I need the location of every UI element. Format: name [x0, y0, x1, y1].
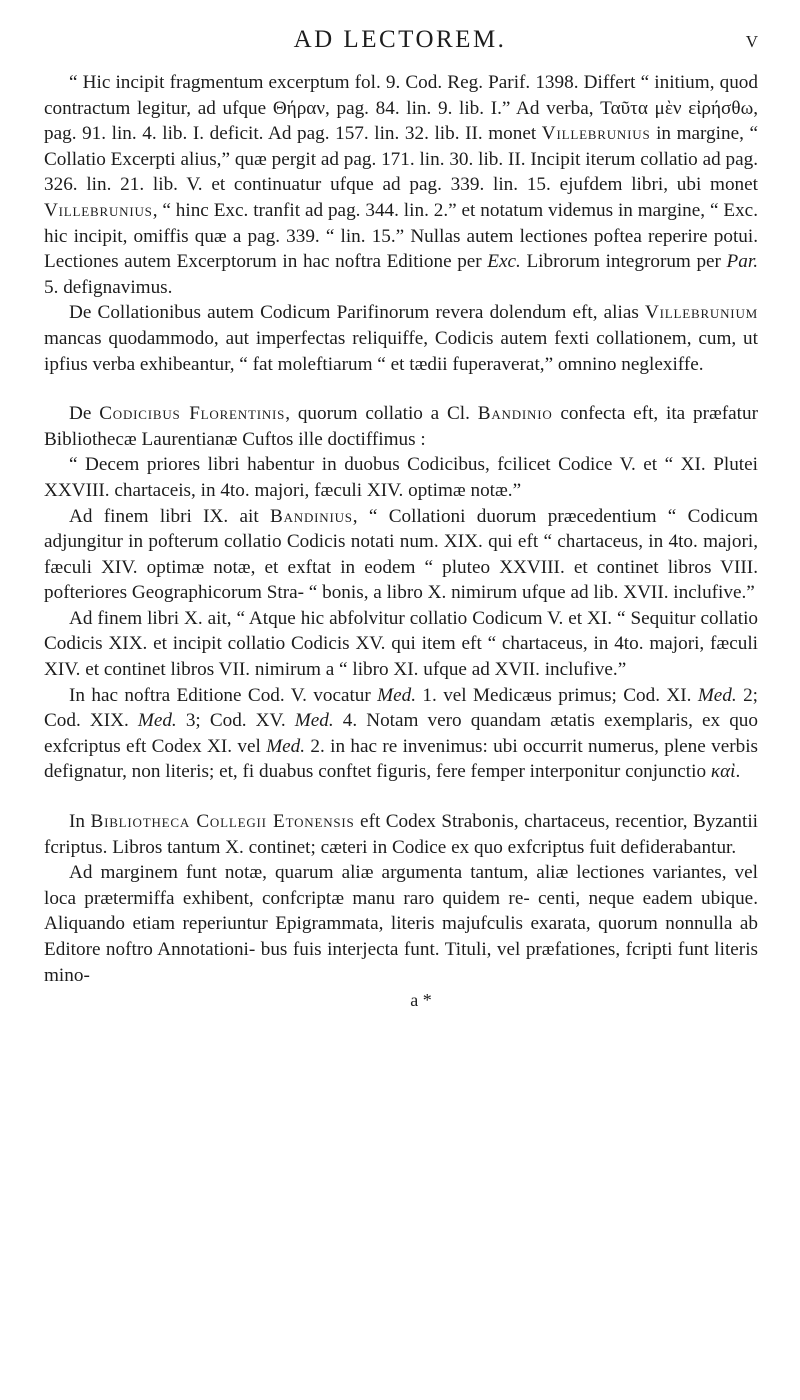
text-run: In	[69, 811, 91, 833]
paragraph-2	[44, 300, 758, 377]
text-run: In hac noftra Editione Cod. V. vocatur	[69, 684, 378, 706]
section-gap	[44, 785, 758, 809]
paragraph-9	[44, 860, 758, 988]
small-caps-name: Villebrunius	[541, 123, 651, 145]
italic-text: Med.	[294, 710, 334, 732]
italic-text: Par.	[726, 251, 758, 273]
text-run: 3; Cod. XV.	[176, 710, 295, 732]
text-run: , “ hinc Exc. tranfit ad pag. 344. lin. 2.” et notatum videmus in margine, “ Exc. hic incipit, omiffis quæ a pag. 339. “ lin. 15.” Nullas autem lectiones poftea reperire potui. Lectiones autem Excerptorum in hac noftra Editione per	[44, 199, 758, 273]
small-caps-name: Bibliotheca Collegii Etonensis	[90, 811, 355, 833]
paragraph-6	[44, 606, 758, 683]
running-head: AD LECTOREM.	[293, 26, 507, 53]
text-run: Librorum integrorum per	[520, 251, 727, 273]
text-run: eft Codex Strabonis, chartaceus, recentior, Byzantii fcriptus. Libros tantum X. continet; cæteri in Codice ex quo exfcriptus fuit defiderabantur.	[44, 811, 758, 858]
text-run: , quorum collatio a Cl.	[285, 403, 478, 425]
paragraph-3	[44, 401, 758, 452]
greek-text: Θήραν	[272, 97, 326, 119]
italic-text: Med.	[137, 710, 177, 732]
text-run: “ Hic incipit fragmentum excerptum fol. 9. Cod. Reg. Parif. 1398. Differt “ initium, quod contractum legitur, ad ufque	[44, 72, 758, 119]
section-gap	[44, 377, 758, 401]
text-run: De Collationibus autem Codicum Parifinorum revera dolendum eft, alias	[69, 302, 645, 324]
paragraph-4	[44, 452, 758, 503]
italic-text: Med.	[266, 735, 306, 757]
text-run: , pag. 84. lin. 9. lib. I.” Ad verba,	[325, 97, 601, 119]
italic-text: Med.	[697, 684, 737, 706]
small-caps-name: Bandinio	[477, 403, 553, 425]
signature-mark: a *	[410, 990, 432, 1011]
paragraph-1	[44, 70, 758, 300]
text-body	[44, 70, 758, 1014]
text-run: Ad finem libri X. ait, “ Atque hic abfolvitur collatio Codicum V. et XI. “ Sequitur collatio Codicis XIX. et incipit collatio Codicis XV. qui item eft “ chartaceus, in 4to. majori, fæculi XIV. et continet libros VII. nimirum a “ libro XI. ufque ad XVII. inclufive.”	[44, 607, 758, 681]
text-run: 4. Notam vero quandam ætatis exemplaris, ex quo exfcriptus eft Codex XI. vel	[44, 710, 758, 757]
page-number: V	[745, 32, 758, 51]
text-run: 2. in hac re invenimus: ubi occurrit numerus, plene verbis defignatur, non literis; et, fi duabus conftet figuris, fere femper interponitur conjunctio	[44, 735, 758, 783]
small-caps-name: Villebrunius	[44, 199, 153, 221]
page-header	[0, 26, 800, 56]
text-run: confecta eft, ita præfatur Bibliothecæ Laurentianæ Cuftos ille doctiffimus :	[44, 403, 758, 450]
italic-text: Med.	[377, 684, 417, 706]
text-run: 5. defignavimus.	[44, 276, 173, 298]
text-run: 2; Cod. XIX.	[44, 684, 758, 732]
paragraph-8	[44, 809, 758, 860]
text-run: in margine, “ Collatio Excerpti alius,” quæ pergit ad pag. 171. lin. 30. lib. II. Incipit iterum collatio ad pag. 326. lin. 21. lib. V. et continuatur ufque ad pag. 339. lin. 15. ejufdem libri, ubi monet	[44, 123, 758, 196]
text-run: .	[735, 761, 741, 783]
text-run: “ Decem priores libri habentur in duobus Codicibus, fcilicet Codice V. et “ XI. Plutei XXVIII. chartaceis, in 4to. majori, fæculi XIV. optimæ notæ.”	[44, 454, 758, 501]
text-run: Ad marginem funt notæ, quarum aliæ argumenta tantum, aliæ lectiones variantes, vel loca prætermiffa exhibent, confcriptæ manu raro quidem re- centi, neque eadem ubique. Aliquando etiam reperiuntur Epigrammata, literis majufculis exarata, quorum nonnulla ab Editore noftro Annotationi- bus fuis interjecta funt. Tituli, vel præfationes, fcripti funt literis mino-	[44, 862, 758, 986]
paragraph-7	[44, 683, 758, 785]
text-run: Ad finem libri IX. ait	[69, 505, 270, 527]
paragraph-5	[44, 504, 758, 606]
greek-text: Ταῦτα μὲν εἰρήσθω	[600, 97, 754, 119]
text-run: De	[69, 403, 100, 425]
text-run: , pag. 91. lin. 4. lib. I. deficit. Ad pag. 157. lin. 32. lib. II. monet	[44, 97, 758, 145]
text-run: , “ Collationi duorum præcedentium “ Codicum adjungitur in pofterum collatio Codicis notati num. XIX. qui eft “ chartaceus, in 4to. majori, fæculi XIV. optimæ notæ, et exftat in eodem “ pluteo XXVIII. et continet libros VIII. pofteriores Geographicorum Stra- “ bonis, a libro X. nimirum ufque ad lib. XVII. inclufive.”	[44, 505, 758, 604]
text-run: mancas quodammodo, aut imperfectas reliquiffe, Codicis autem fexti collationem, cum, ut ipfius verba exhibeantur, “ fat moleftiarum “ et tædii fuperaverat,” omnino neglexiffe.	[44, 327, 758, 375]
small-caps-name: Bandinius	[269, 505, 353, 527]
greek-text: καὶ	[710, 761, 736, 783]
italic-text: Exc.	[487, 251, 521, 273]
text-run: 1. vel Medicæus primus; Cod. XI.	[416, 684, 698, 706]
small-caps-name: Codicibus Florentinis	[99, 403, 286, 425]
small-caps-name: Villebrunium	[644, 302, 758, 324]
